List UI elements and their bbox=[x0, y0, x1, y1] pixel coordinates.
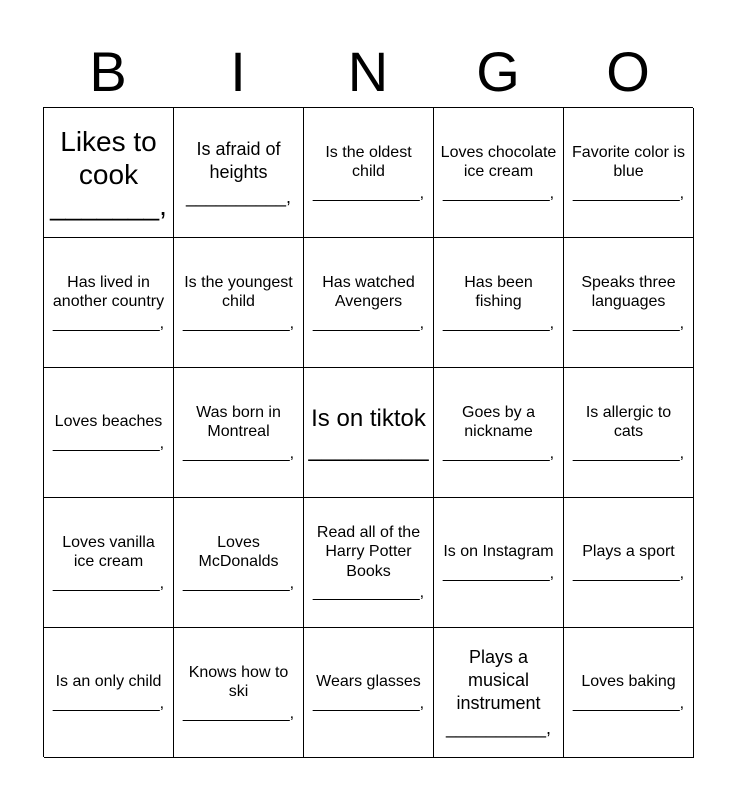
cell-answer-blank: ____________, bbox=[442, 564, 555, 582]
cell-prompt: Is the youngest child bbox=[184, 273, 293, 310]
cell-prompt: Read all of the Harry Potter Books bbox=[316, 523, 421, 580]
cell-answer-blank: __________, bbox=[445, 718, 552, 738]
bingo-cell[interactable] bbox=[174, 108, 304, 238]
cell-prompt: Plays a sport bbox=[582, 543, 675, 561]
cell-answer-blank: ____________, bbox=[312, 314, 425, 332]
cell-answer-blank: ____________, bbox=[442, 184, 555, 202]
bingo-cell[interactable] bbox=[564, 498, 694, 628]
bingo-cell[interactable] bbox=[174, 238, 304, 368]
cell-prompt: Speaks three languages bbox=[581, 273, 676, 310]
bingo-cell[interactable] bbox=[44, 628, 174, 758]
bingo-cell[interactable] bbox=[174, 498, 304, 628]
cell-answer-blank: ____________, bbox=[182, 314, 295, 332]
cell-answer-blank: _________ bbox=[308, 434, 429, 462]
cell-prompt: Is allergic to cats bbox=[585, 403, 672, 440]
header-letter-b: B bbox=[89, 40, 127, 103]
bingo-cell[interactable] bbox=[304, 628, 434, 758]
cell-answer-blank: ____________, bbox=[182, 704, 295, 722]
cell-prompt: Loves baking bbox=[581, 673, 676, 691]
cell-answer-blank: _______, bbox=[50, 189, 167, 221]
cell-prompt: Is an only child bbox=[55, 673, 162, 691]
cell-prompt: Wears glasses bbox=[316, 673, 421, 691]
header-letter-g: G bbox=[476, 40, 520, 103]
cell-prompt: Likes to cook bbox=[60, 125, 157, 190]
cell-prompt: Knows how to ski bbox=[188, 663, 289, 700]
cell-answer-blank: ____________, bbox=[182, 574, 295, 592]
cell-prompt: Is afraid of heights bbox=[196, 138, 281, 182]
cell-answer-blank: ____________, bbox=[52, 314, 165, 332]
bingo-cell[interactable] bbox=[564, 238, 694, 368]
cell-prompt: Loves beaches bbox=[54, 413, 163, 431]
cell-answer-blank: ____________, bbox=[52, 694, 165, 712]
bingo-cell[interactable] bbox=[44, 238, 174, 368]
cell-answer-blank: ____________, bbox=[442, 314, 555, 332]
cell-answer-blank: ____________, bbox=[312, 184, 425, 202]
cell-prompt: Favorite color is blue bbox=[572, 143, 685, 180]
cell-prompt: Is the oldest child bbox=[325, 143, 412, 180]
cell-answer-blank: ____________, bbox=[52, 574, 165, 592]
bingo-header bbox=[43, 40, 693, 104]
cell-answer-blank: ____________, bbox=[572, 444, 685, 462]
cell-prompt: Was born in Montreal bbox=[196, 403, 281, 440]
header-letter-n: N bbox=[347, 40, 389, 103]
bingo-grid bbox=[43, 107, 693, 757]
cell-answer-blank: ____________, bbox=[572, 694, 685, 712]
cell-answer-blank: ____________, bbox=[442, 444, 555, 462]
bingo-cell[interactable] bbox=[304, 108, 434, 238]
cell-prompt: Is on Instagram bbox=[443, 543, 554, 561]
bingo-cell[interactable] bbox=[564, 368, 694, 498]
cell-prompt: Has been fishing bbox=[464, 273, 533, 310]
bingo-cell-free[interactable] bbox=[304, 368, 434, 498]
bingo-cell[interactable] bbox=[174, 368, 304, 498]
cell-prompt: Loves McDonalds bbox=[198, 533, 279, 570]
cell-answer-blank: ____________, bbox=[182, 444, 295, 462]
bingo-cell[interactable] bbox=[44, 108, 174, 238]
bingo-cell[interactable] bbox=[434, 498, 564, 628]
cell-answer-blank: __________, bbox=[185, 186, 292, 207]
bingo-cell[interactable] bbox=[174, 628, 304, 758]
cell-answer-blank: ____________, bbox=[572, 184, 685, 202]
cell-prompt: Goes by a nickname bbox=[462, 403, 535, 440]
bingo-cell[interactable] bbox=[304, 498, 434, 628]
cell-answer-blank: ____________, bbox=[312, 584, 425, 602]
bingo-cell[interactable] bbox=[564, 108, 694, 238]
bingo-cell[interactable] bbox=[434, 628, 564, 758]
cell-answer-blank: ____________, bbox=[572, 314, 685, 332]
cell-prompt: Is on tiktok bbox=[311, 404, 426, 432]
bingo-cell[interactable] bbox=[434, 368, 564, 498]
bingo-cell[interactable] bbox=[564, 628, 694, 758]
bingo-cell[interactable] bbox=[434, 238, 564, 368]
bingo-cell[interactable] bbox=[44, 498, 174, 628]
cell-prompt: Loves chocolate ice cream bbox=[440, 143, 557, 180]
cell-answer-blank: ____________, bbox=[52, 434, 165, 452]
bingo-cell[interactable] bbox=[304, 238, 434, 368]
cell-answer-blank: ____________, bbox=[312, 694, 425, 712]
cell-answer-blank: ____________, bbox=[572, 564, 685, 582]
bingo-cell[interactable] bbox=[434, 108, 564, 238]
header-letter-o: O bbox=[606, 40, 650, 103]
cell-prompt: Has lived in another country bbox=[52, 273, 165, 310]
cell-prompt: Plays a musical instrument bbox=[456, 647, 541, 713]
cell-prompt: Has watched Avengers bbox=[322, 273, 415, 310]
bingo-cell[interactable] bbox=[44, 368, 174, 498]
header-letter-i: I bbox=[230, 40, 246, 103]
cell-prompt: Loves vanilla ice cream bbox=[62, 533, 155, 570]
